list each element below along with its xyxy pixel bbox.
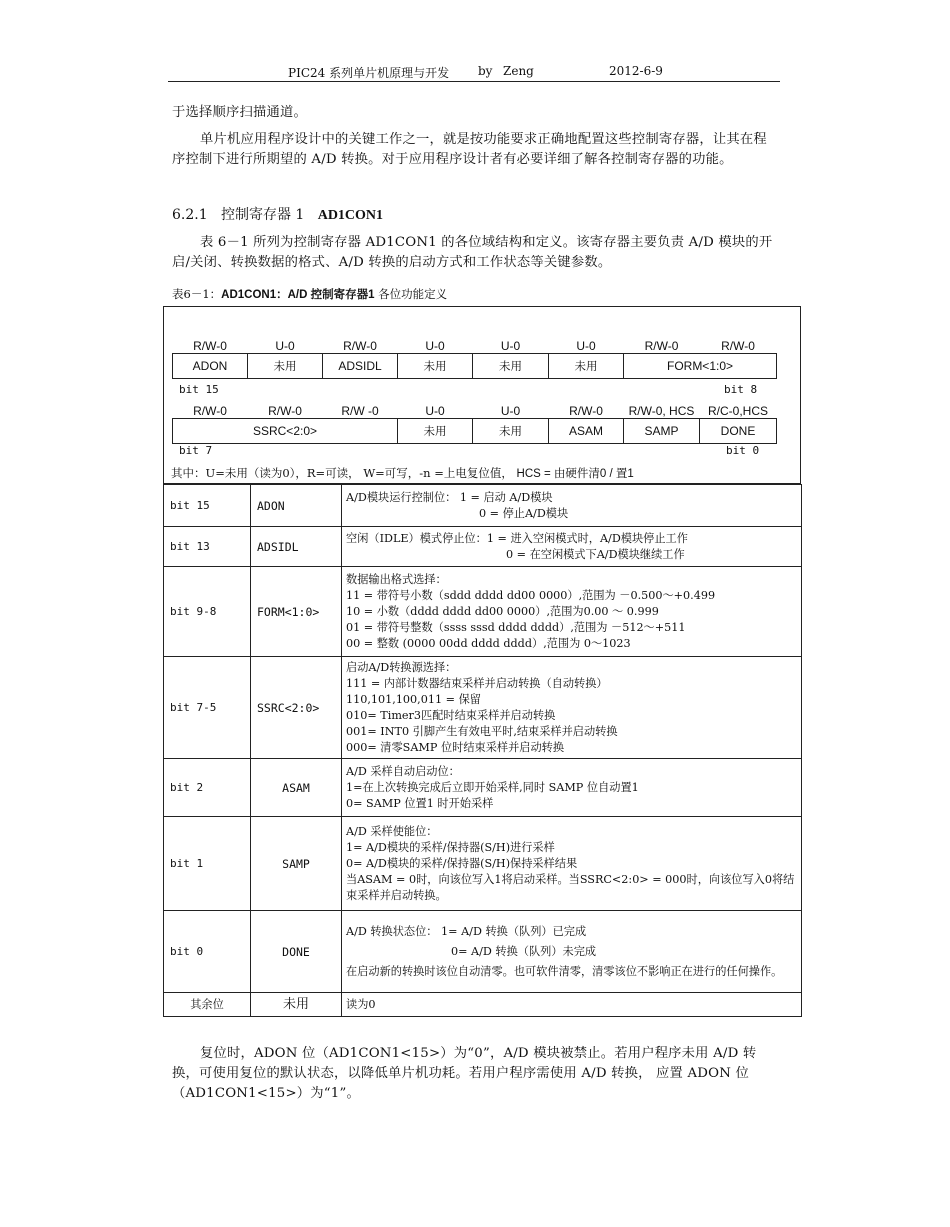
bit15-marker: bit 15: [179, 383, 219, 396]
bit7-marker: bit 7: [179, 444, 213, 457]
access-bit12: U-0: [425, 339, 445, 353]
row-name: SAMP: [251, 817, 342, 911]
caption-suffix: 各位功能定义: [374, 287, 448, 301]
field-unused-11: 未用: [473, 354, 549, 379]
section-heading: [172, 204, 383, 224]
field-unused-3: 未用: [473, 419, 549, 444]
header-date: 2012-6-9: [609, 64, 663, 78]
field-done: DONE: [700, 419, 777, 444]
row-bit: bit 9-8: [164, 567, 251, 657]
row-description: 空闲（IDLE）模式停止位：1 = 进入空闲模式时，A/D模块停止工作 0 = 在空闲模式下A/D模块继续工作: [342, 527, 802, 567]
register-notes: [171, 465, 634, 481]
row-description: 读为0: [342, 993, 802, 1017]
header-title: PIC24 系列单片机原理与开发: [288, 66, 450, 80]
caption-prefix: 表6－1：: [172, 287, 222, 301]
access-bit11: U-0: [500, 339, 521, 353]
notes-text: 其中：U=未用（读为0），R=可读， W=可写，-n =上电复位值，: [171, 466, 513, 480]
table-row: [164, 993, 802, 1017]
table-row: [164, 817, 802, 911]
row-description: A/D 转换状态位： 1= A/D 转换（队列）已完成 0= A/D 转换（队列）未完成 在启动新的转换时该位自动清零。也可软件清零，清零该位不影响正在进行的任何操作。: [342, 911, 802, 993]
table-row: [164, 485, 802, 527]
table-caption: [172, 286, 447, 302]
row-name: DONE: [251, 911, 342, 993]
field-samp: SAMP: [624, 419, 700, 444]
access-bit15: R/W-0: [193, 339, 227, 353]
row-description: A/D 采样使能位： 1= A/D模块的采样/保持器(S/H)进行采样 0= A/D模块的采样/保持器(S/H)保持采样结果 当ASAM = 0时，向该位写入1将启动采样。当SSRC<2:0> = 000时，向该位写入0将结束采样并启动转换。: [342, 817, 802, 911]
bit8-marker: bit 8: [724, 383, 758, 396]
access-bit1: R/W-0, HCS: [628, 404, 695, 418]
access-bit9: R/W-0: [644, 339, 679, 353]
row-bit: bit 0: [164, 911, 251, 993]
section-title-prefix: 控制寄存器 1: [220, 207, 305, 223]
access-bit6: R/W-0: [268, 404, 302, 418]
access-bit10: U-0: [576, 339, 596, 353]
row-name: ASAM: [251, 759, 342, 817]
field-form: FORM<1:0>: [624, 354, 777, 379]
paragraph-3: 表 6－1 所列为控制寄存器 AD1CON1 的各位域结构和定义。该寄存器主要负责 A/D 模块的开启/关闭、转换数据的格式、A/D 转换的启动方式和工作状态等关键参数。: [172, 235, 773, 270]
register-high-byte: [172, 333, 777, 379]
table-row: [164, 527, 802, 567]
access-bit2: R/W-0: [569, 404, 603, 418]
field-asam: ASAM: [549, 419, 624, 444]
row-name: 未用: [251, 993, 342, 1017]
row-bit: 其余位: [164, 993, 251, 1017]
row-bit: bit 2: [164, 759, 251, 817]
row-bit: bit 13: [164, 527, 251, 567]
row-name: ADON: [251, 485, 342, 527]
row-description: 数据输出格式选择： 11 = 带符号小数（sddd dddd dd00 0000）,范围为 －0.500～+0.499 10 = 小数（dddd dddd dd00 0000）,范围为0.00 ～ 0.999 01 = 带符号整数（ssss sssd dddd dddd）,范围为 －512～+511 00 = 整数 (0000 00dd dddd dddd）,范围为 0～1023: [342, 567, 802, 657]
row-bit: bit 15: [164, 485, 251, 527]
page-header: [168, 63, 780, 82]
row-name: FORM<1:0>: [251, 567, 342, 657]
field-unused-10: 未用: [549, 354, 624, 379]
field-adon: ADON: [173, 354, 248, 379]
paragraph-1: 于选择顺序扫描通道。: [172, 105, 307, 120]
access-bit4: U-0: [425, 404, 445, 418]
row-name: SSRC<2:0>: [251, 657, 342, 759]
row-bit: bit 1: [164, 817, 251, 911]
access-bit3: U-0: [500, 404, 521, 418]
table-row: [164, 567, 802, 657]
field-adsidl: ADSIDL: [323, 354, 398, 379]
row-description: A/D模块运行控制位： 1 = 启动 A/D模块 0 = 停止A/D模块: [342, 485, 802, 527]
bit-description-table: [163, 484, 802, 1017]
row-description: 启动A/D转换源选择： 111 = 内部计数器结束采样并启动转换（自动转换） 110,101,100,011 = 保留 010= Timer3匹配时结束采样并启动转换 001= INT0 引脚产生有效电平时,结束采样并启动转换 000= 清零SAMP 位时结束采样并启动转换: [342, 657, 802, 759]
field-unused-4: 未用: [398, 419, 473, 444]
header-author: Zeng: [503, 64, 534, 78]
paragraph-2: 单片机应用程序设计中的关键工作之一，就是按功能要求正确地配置这些控制寄存器，让其在程序控制下进行所期望的 A/D 转换。对于应用程序设计者有必要详细了解各控制寄存器的功能。: [172, 132, 767, 167]
access-bit14: U-0: [275, 339, 295, 353]
field-unused-12: 未用: [398, 354, 473, 379]
access-bit8: R/W-0: [721, 339, 755, 353]
access-bit0: R/C-0,HCS: [707, 404, 768, 418]
caption-bold: AD1CON1：A/D 控制寄存器1: [221, 289, 375, 301]
table-row: [164, 657, 802, 759]
section-number: 6.2.1: [172, 207, 208, 223]
register-low-byte: [172, 398, 777, 444]
row-description: A/D 采样自动启动位： 1=在上次转换完成后立即开始采样,同时 SAMP 位自动置1 0= SAMP 位置1 时开始采样: [342, 759, 802, 817]
access-bit5: R/W -0: [341, 404, 379, 418]
row-bit: bit 7-5: [164, 657, 251, 759]
table-row: [164, 911, 802, 993]
section-title-reg: AD1CON1: [317, 208, 384, 223]
bit0-marker: bit 0: [726, 444, 760, 457]
header-by: by: [478, 64, 493, 78]
field-ssrc: SSRC<2:0>: [173, 419, 398, 444]
field-unused-14: 未用: [248, 354, 323, 379]
table-row: [164, 759, 802, 817]
paragraph-4: 复位时，ADON 位（AD1CON1<15>）为“0”，A/D 模块被禁止。若用户程序未用 A/D 转换，可使用复位的默认状态，以降低单片机功耗。若用户程序需使用 A/D 转换， 应置 ADON 位（AD1CON1<15>）为“1”。: [172, 1046, 757, 1101]
row-name: ADSIDL: [251, 527, 342, 567]
access-bit13: R/W-0: [343, 339, 377, 353]
access-bit7: R/W-0: [193, 404, 227, 418]
notes-hcs: HCS = 由硬件清0 / 置1: [516, 468, 634, 480]
